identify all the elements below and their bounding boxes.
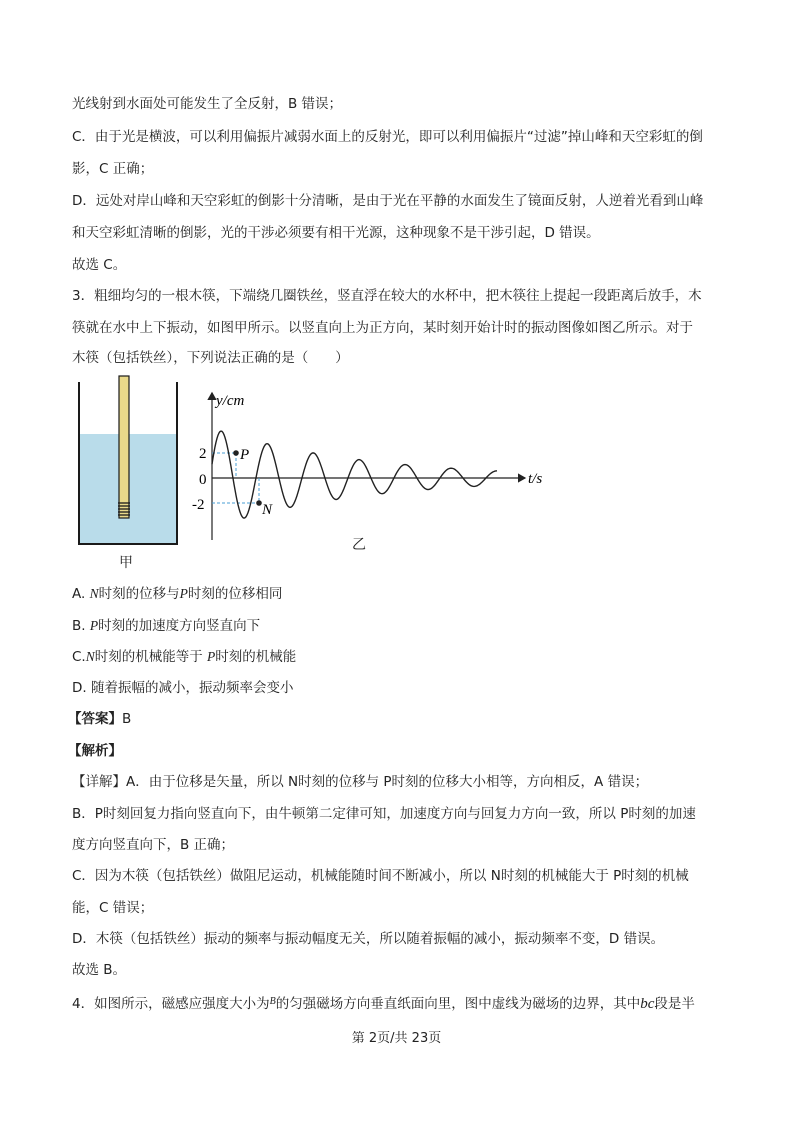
damped-oscillation-curve xyxy=(212,431,497,518)
point-n-marker xyxy=(256,500,262,506)
analysis-line: D．木筷（包括铁丝）振动的频率与振动幅度无关，所以随着振幅的减小，振动频率不变，D 错误。 xyxy=(72,931,665,947)
y-axis-label: y/cm xyxy=(216,393,245,409)
text-line: 影，C 正确； xyxy=(72,161,154,177)
analysis-line: 【详解】A．由于位移是矢量，所以 N时刻的位移与 P时刻的位移大小相等，方向相反，A 错误； xyxy=(72,774,649,790)
option-d: D. 随着振幅的减小，振动频率会变小 xyxy=(72,680,294,696)
analysis-heading: 【解析】 xyxy=(68,743,122,759)
tick-label-2: 2 xyxy=(199,446,207,462)
figure-label-yi: 乙 xyxy=(352,537,366,553)
point-p-marker xyxy=(233,450,239,456)
vibration-graph xyxy=(190,385,555,560)
point-n-label: N xyxy=(262,502,273,518)
answer: 【答案】B xyxy=(68,711,132,727)
tick-label-0: 0 xyxy=(199,472,207,488)
tick-label-neg2: -2 xyxy=(192,497,205,513)
analysis-line: B．P时刻回复力指向竖直向下，由牛顿第二定律可知，加速度方向与回复力方向一致，所以 P时刻的加速 xyxy=(72,806,696,822)
text-line: 故选 C。 xyxy=(72,257,127,273)
text-line: D．远处对岸山峰和天空彩虹的倒影十分清晰，是由于光在平静的水面发生了镜面反射，人逆着光看到山峰 xyxy=(72,193,704,209)
text-line: C．由于光是横波，可以利用偏振片减弱水面上的反射光，即可以利用偏振片“过滤”掉山峰和天空彩虹的倒 xyxy=(72,129,703,145)
figure-beaker xyxy=(74,372,184,552)
analysis-line: C．因为木筷（包括铁丝）做阻尼运动，机械能随时间不断减小，所以 N时刻的机械能大于 P时刻的机械 xyxy=(72,868,689,884)
option-a: A. N时刻的位移与P时刻的位移相同 xyxy=(72,586,283,602)
x-axis-label: t/s xyxy=(528,471,543,487)
question-4-stem: 4．如图所示，磁感应强度大小为$^B$的匀强磁场方向垂直纸面向里，图中虚线为磁场的边界，其中bc段是半 xyxy=(72,996,695,1012)
option-b: B. P时刻的加速度方向竖直向下 xyxy=(72,618,261,634)
question-3-stem: 3．粗细均匀的一根木筷，下端绕几圈铁丝，竖直浮在较大的水杯中，把木筷往上提起一段距离后放手，木 xyxy=(72,288,702,304)
text-line: 和天空彩虹清晰的倒影，光的干涉必须要有相干光源，这种现象不是干涉引起，D 错误。 xyxy=(72,225,600,241)
question-3-stem: 筷就在水中上下振动，如图甲所示。以竖直向上为正方向，某时刻开始计时的振动图像如图乙所示。对于 xyxy=(72,320,693,336)
option-c: C.N时刻的机械能等于 P时刻的机械能 xyxy=(72,649,297,665)
analysis-line: 故选 B。 xyxy=(72,962,127,978)
point-p-label: P xyxy=(240,447,250,463)
text-line: 光线射到水面处可能发生了全反射，B 错误； xyxy=(72,96,343,112)
figure-label-jia: 甲 xyxy=(119,555,133,571)
question-3-stem: 木筷（包括铁丝），下列说法正确的是（ ） xyxy=(72,350,349,366)
page-footer: 第 2页/共 23页 xyxy=(351,1031,442,1046)
analysis-line: 度方向竖直向下，B 正确； xyxy=(72,837,235,853)
analysis-line: 能，C 错误； xyxy=(72,900,154,916)
chopstick xyxy=(119,376,129,518)
